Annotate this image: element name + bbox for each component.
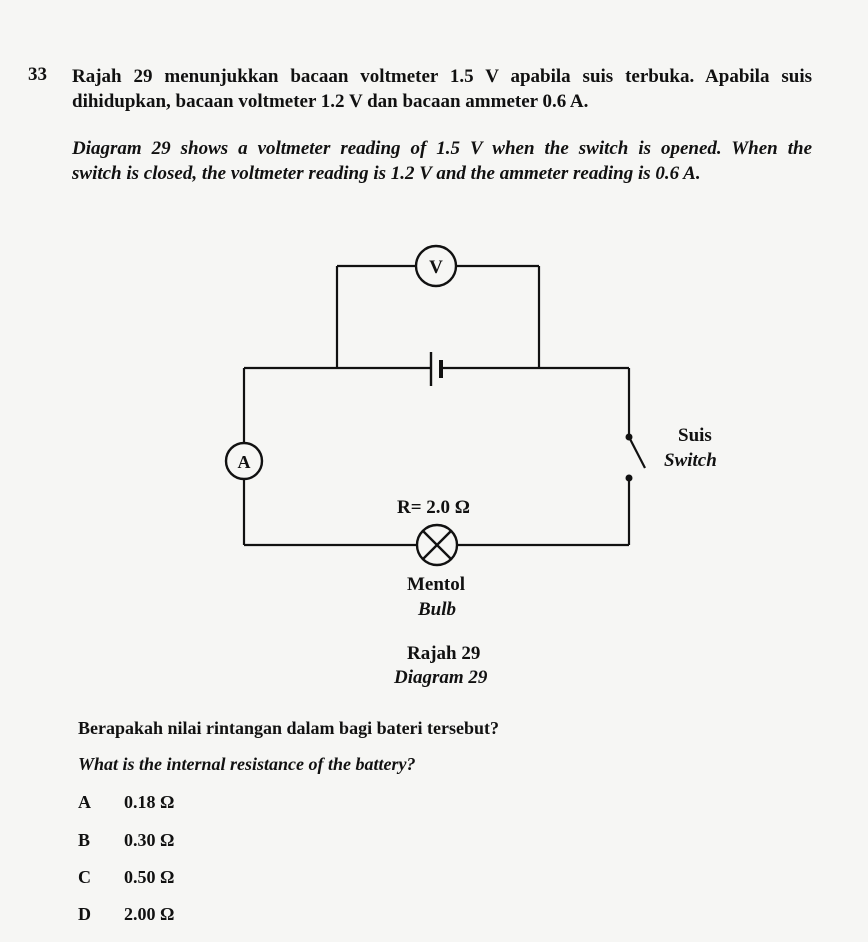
option-b-value: 0.30 Ω xyxy=(124,830,175,850)
prompt-english: What is the internal resistance of the battery? xyxy=(78,754,416,774)
question-english-line-1: Diagram 29 shows a voltmeter reading of 1.5 V when the switch is opened. When the xyxy=(72,138,812,159)
option-c-value: 0.50 Ω xyxy=(124,867,175,887)
resistance-label: R= 2.0 Ω xyxy=(397,497,471,518)
caption-malay: Rajah 29 xyxy=(407,643,481,664)
bulb-label-malay: Mentol xyxy=(407,574,466,595)
question-english-line-2: switch is closed, the voltmeter reading is 1.2 V and the ammeter reading is 0.6 A. xyxy=(72,163,701,184)
bulb-label-english: Bulb xyxy=(418,599,457,620)
option-a-value: 0.18 Ω xyxy=(124,792,175,812)
option-a-letter: A xyxy=(78,792,91,812)
voltmeter-symbol: V xyxy=(429,257,443,278)
caption-english: Diagram 29 xyxy=(394,667,488,688)
switch-label-malay: Suis xyxy=(678,425,712,446)
option-d-letter: D xyxy=(78,904,91,924)
option-b-letter: B xyxy=(78,830,91,850)
question-malay-line-1: Rajah 29 menunjukkan bacaan voltmeter 1.5 V apabila suis terbuka. Apabila suis xyxy=(72,66,812,87)
switch-blade xyxy=(629,437,645,468)
question-number: 33 xyxy=(28,64,47,85)
ammeter-symbol: A xyxy=(237,452,251,472)
option-c-letter: C xyxy=(78,867,91,887)
switch-contact-top xyxy=(626,434,633,441)
prompt-malay: Berapakah nilai rintangan dalam bagi bateri tersebut? xyxy=(78,718,500,738)
switch-label-english: Switch xyxy=(664,450,717,471)
bulb-icon xyxy=(417,525,457,565)
question-malay-line-2: dihidupkan, bacaan voltmeter 1.2 V dan bacaan ammeter 0.6 A. xyxy=(72,91,589,112)
option-d-value: 2.00 Ω xyxy=(124,904,175,924)
switch-contact-bottom xyxy=(626,475,633,482)
